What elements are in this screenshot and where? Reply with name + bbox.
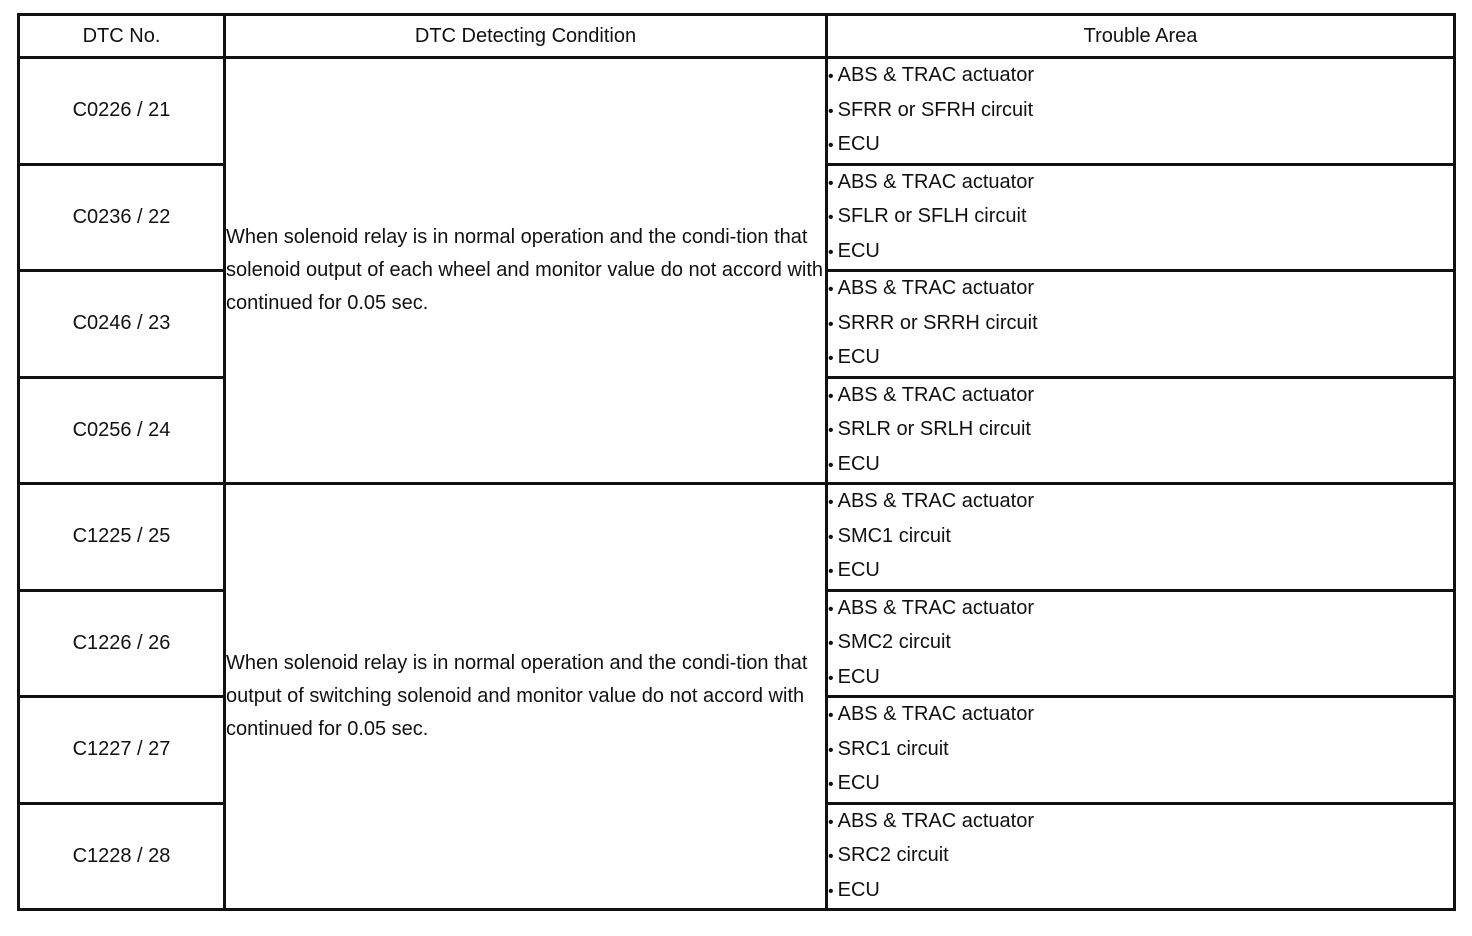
bullet-icon: • [828, 102, 834, 120]
trouble-area-item [828, 520, 1453, 555]
dtc-code: C1225 / 25 [19, 484, 225, 591]
trouble-area-text: SMC1 circuit [837, 524, 951, 547]
trouble-area-text: ECU [837, 772, 880, 794]
table-row [19, 484, 1455, 591]
trouble-area-item [828, 235, 1453, 270]
bullet-icon: • [828, 387, 834, 405]
trouble-area-item [828, 805, 1453, 840]
bullet-icon: • [828, 422, 834, 439]
detecting-condition: When solenoid relay is in normal operation and the condi-tion that output of switching solenoid and monitor value do not accord with continued for 0.05 sec. [225, 484, 827, 910]
trouble-area [827, 377, 1455, 484]
trouble-area-text: ABS & TRAC actuator [837, 490, 1034, 512]
trouble-area-item [828, 341, 1453, 376]
dtc-code: C0246 / 23 [19, 271, 225, 378]
trouble-area-item [828, 413, 1453, 448]
trouble-area-text: SFLR or SFLH circuit [837, 205, 1027, 227]
dtc-code: C0236 / 22 [19, 164, 225, 271]
trouble-area-item [828, 166, 1453, 201]
trouble-area [827, 590, 1455, 697]
trouble-area-item [828, 874, 1453, 909]
trouble-area [827, 271, 1455, 378]
trouble-area [827, 803, 1455, 910]
bullet-icon: • [828, 315, 834, 333]
bullet-icon: • [828, 350, 834, 367]
dtc-code: C0256 / 24 [19, 377, 225, 484]
bullet-icon: • [828, 137, 834, 154]
bullet-icon: • [828, 68, 834, 85]
trouble-area-text: ABS & TRAC actuator [837, 809, 1034, 832]
bullet-icon: • [828, 600, 834, 618]
trouble-area-text: ABS & TRAC actuator [837, 277, 1034, 299]
header-detecting-condition: DTC Detecting Condition [225, 15, 827, 58]
trouble-area-item [828, 733, 1453, 768]
bullet-icon: • [828, 813, 834, 831]
trouble-area-text: SFRR or SFRH circuit [837, 98, 1034, 121]
dtc-table [17, 13, 1456, 911]
trouble-area-item [828, 128, 1453, 163]
dtc-code: C1227 / 27 [19, 697, 225, 804]
trouble-area-text: ECU [837, 559, 880, 581]
trouble-area-item [828, 626, 1453, 661]
bullet-icon: • [828, 209, 834, 226]
trouble-area-text: SMC2 circuit [837, 631, 951, 653]
trouble-area-text: ECU [837, 665, 880, 688]
dtc-code: C0226 / 21 [19, 58, 225, 165]
trouble-area-item [828, 592, 1453, 627]
trouble-area-item [828, 485, 1453, 520]
bullet-icon: • [828, 494, 834, 511]
trouble-area [827, 697, 1455, 804]
trouble-area-text: ABS & TRAC actuator [837, 703, 1034, 725]
trouble-area-item [828, 839, 1453, 874]
header-dtc-no: DTC No. [19, 15, 225, 58]
bullet-icon: • [828, 456, 834, 474]
header-trouble-area: Trouble Area [827, 15, 1455, 58]
bullet-icon: • [828, 669, 834, 687]
trouble-area-text: ECU [837, 878, 880, 901]
detecting-condition: When solenoid relay is in normal operation and the condi-tion that solenoid output of each wheel and monitor value do not accord with continued for 0.05 sec. [225, 58, 827, 484]
trouble-area [827, 164, 1455, 271]
trouble-area-item [828, 554, 1453, 589]
trouble-area-item [828, 59, 1453, 94]
trouble-area-item [828, 767, 1453, 802]
table-row [19, 58, 1455, 165]
bullet-icon: • [828, 528, 834, 546]
trouble-area-text: SRC2 circuit [837, 844, 949, 866]
bullet-icon: • [828, 174, 834, 192]
trouble-area-text: ABS & TRAC actuator [837, 596, 1034, 619]
trouble-area-item [828, 307, 1453, 342]
trouble-area [827, 484, 1455, 591]
trouble-area-text: ABS & TRAC actuator [837, 64, 1034, 86]
trouble-area-item [828, 698, 1453, 733]
trouble-area-text: SRRR or SRRH circuit [837, 311, 1038, 334]
bullet-icon: • [828, 707, 834, 724]
bullet-icon: • [828, 635, 834, 652]
trouble-area-text: SRLR or SRLH circuit [837, 418, 1031, 440]
trouble-area-text: ECU [837, 346, 880, 368]
trouble-area-text: ABS & TRAC actuator [837, 170, 1034, 193]
dtc-code: C1228 / 28 [19, 803, 225, 910]
trouble-area-item [828, 379, 1453, 414]
trouble-area-item [828, 200, 1453, 235]
bullet-icon: • [828, 882, 834, 900]
bullet-icon: • [828, 776, 834, 793]
trouble-area-text: ABS & TRAC actuator [837, 383, 1034, 406]
bullet-icon: • [828, 243, 834, 261]
header-row [19, 15, 1455, 58]
trouble-area-item [828, 661, 1453, 696]
trouble-area-text: ECU [837, 133, 880, 155]
bullet-icon: • [828, 848, 834, 865]
trouble-area-item [828, 272, 1453, 307]
trouble-area-text: ECU [837, 239, 880, 262]
bullet-icon: • [828, 281, 834, 298]
bullet-icon: • [828, 741, 834, 759]
bullet-icon: • [828, 563, 834, 580]
trouble-area-item [828, 94, 1453, 129]
trouble-area-text: SRC1 circuit [837, 737, 949, 760]
trouble-area [827, 58, 1455, 165]
dtc-code: C1226 / 26 [19, 590, 225, 697]
trouble-area-text: ECU [837, 452, 880, 475]
trouble-area-item [828, 448, 1453, 483]
